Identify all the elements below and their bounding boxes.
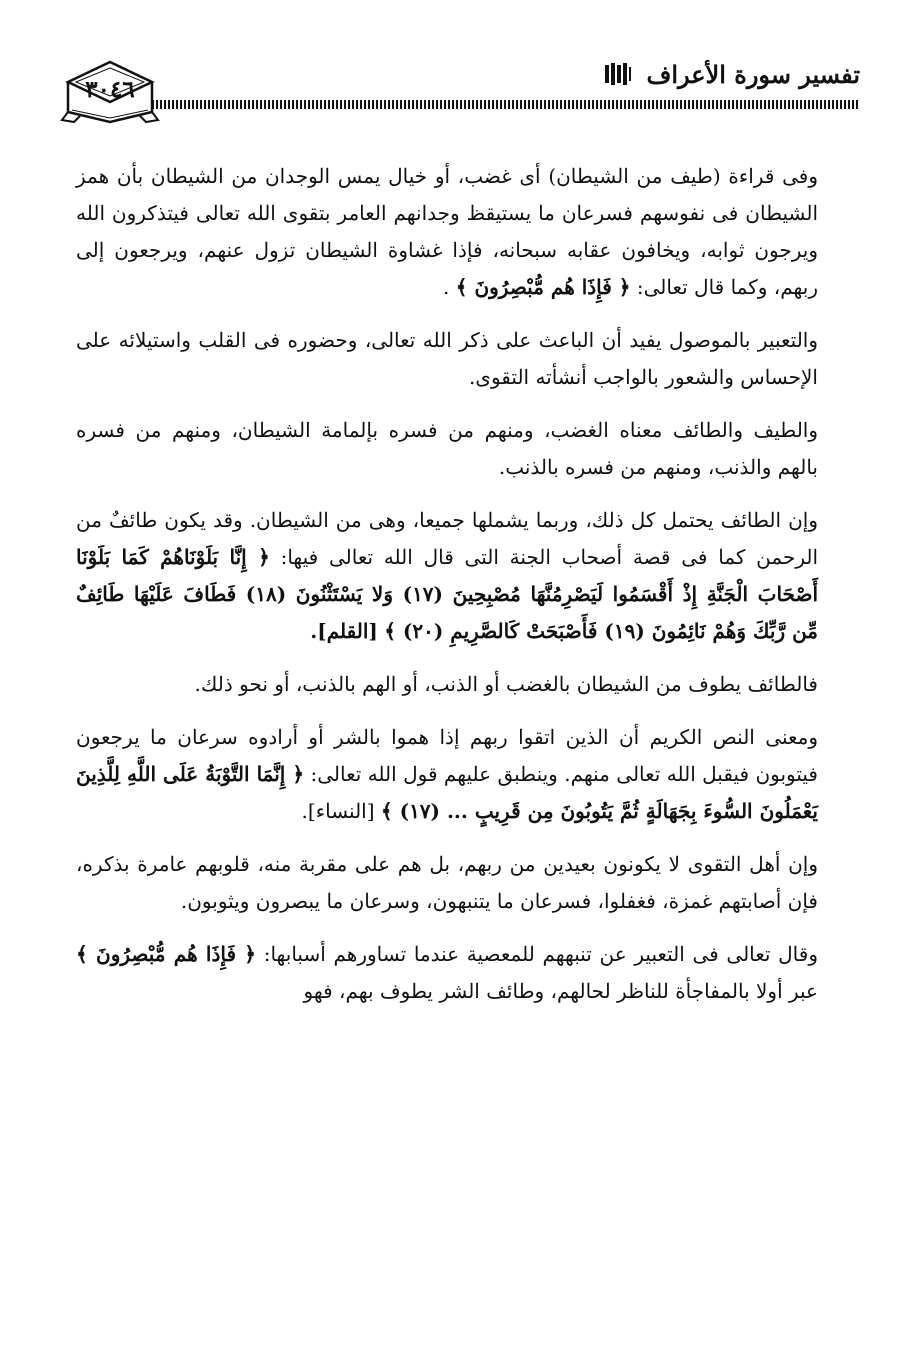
quran-verse: ﴿ فَإِذَا هُم مُّبْصِرُونَ ﴾ <box>455 275 631 299</box>
paragraph-text: وإن الطائف يحتمل كل ذلك، وربما يشملها جميعا، وهى من الشيطان. وقد يكون طائفٌ من الرحمن كما فى قصة أصحاب الجنة التى قال الله تعالى فيها: <box>76 508 819 569</box>
quran-verse: ﴿ إِنَّا بَلَوْنَاهُمْ كَمَا بَلَوْنَا أَصْحَابَ الْجَنَّةِ إِذْ أَقْسَمُوا لَيَصْرِمُنَّهَا مُصْبِحِينَ (١٧) وَلا يَسْتَثْنُونَ (١٨) فَطَافَ عَلَيْهَا طَائِفٌ مِّن رَّبِّكَ وَهُمْ نَائِمُونَ (١٩) فَأَصْبَحَتْ كَالصَّرِيمِ (٢٠) ﴾ <box>76 545 818 643</box>
page-header <box>60 52 860 132</box>
paragraph: فالطائف يطوف من الشيطان بالغضب أو الذنب، أو الهم بالذنب، أو نحو ذلك. <box>194 672 818 696</box>
commentary-body <box>76 158 818 1026</box>
surah-reference: [القلم]. <box>310 619 378 643</box>
paragraph-text: ومعنى النص الكريم أن الذين اتقوا ربهم إذا هموا بالشر أو أرادوه سرعان ما يرجعون فيتوبون فيقبل الله تعالى منهم. وينطبق عليهم قول الله تعالى: <box>76 725 818 786</box>
paragraph-tail: . <box>443 275 450 299</box>
quran-verse: ﴿ فَإِذَا هُم مُّبْصِرُونَ ﴾ <box>76 942 257 966</box>
paragraph <box>76 719 818 830</box>
paragraph <box>76 502 818 650</box>
header-rule <box>152 100 859 109</box>
paragraph <box>76 936 818 1010</box>
page-number: ٣٠٤٦ <box>85 76 135 103</box>
running-title-text: تفسير سورة الأعراف <box>646 59 860 89</box>
paragraph-tail: عبر أولا بالمفاجأة للناظر لحالهم، وطائف الشر يطوف بهم، فهو <box>303 979 818 1003</box>
page-number-badge <box>60 60 160 134</box>
surah-reference: [النساء]. <box>301 799 375 823</box>
paragraph-text: وقال تعالى فى التعبير عن تنبههم للمعصية عندما تساورهم أسبابها: <box>263 942 818 966</box>
paragraph: والتعبير بالموصول يفيد أن الباعث على ذكر الله تعالى، وحضوره فى القلب واستيلائه على الإحساس والشعور بالواجب أنشأته التقوى. <box>76 328 818 389</box>
paragraph <box>76 158 818 306</box>
running-title <box>604 54 860 94</box>
ornament-icon <box>604 63 632 85</box>
quran-verse: ﴿ إِنَّمَا التَّوْبَةُ عَلَى اللَّهِ لِلَّذِينَ يَعْمَلُونَ السُّوءَ بِجَهَالَةٍ ثُمَّ يَتُوبُونَ مِن قَرِيبٍ ... (١٧) ﴾ <box>76 762 818 823</box>
paragraph: وإن أهل التقوى لا يكونون بعيدين من ربهم، بل هم على مقربة منه، قلوبهم عامرة بذكره، فإن أصابتهم غمزة، فغفلوا، فسرعان ما يتنبهون، وسرعان ما يبصرون ويثوبون. <box>76 852 818 913</box>
paragraph: والطيف والطائف معناه الغضب، ومنهم من فسره بإلمامة الشيطان، ومنهم من فسره بالهم والذنب، ومنهم من فسره بالذنب. <box>76 418 818 479</box>
paragraph-text: وفى قراءة (طيف من الشيطان) أى غضب، أو خيال يمس الوجدان من الشيطان بأن همز الشيطان فى نفوسهم فسرعان ما يستيقظ وجدانهم العامر بتقوى الله تعالى فيتذكرون الله ويرجون ثوابه، ويخافون عقابه سبحانه، فإذا غشاوة الشيطان تزول عنهم، ويرجعون إلى ربهم، وكما قال تعالى: <box>76 164 818 299</box>
